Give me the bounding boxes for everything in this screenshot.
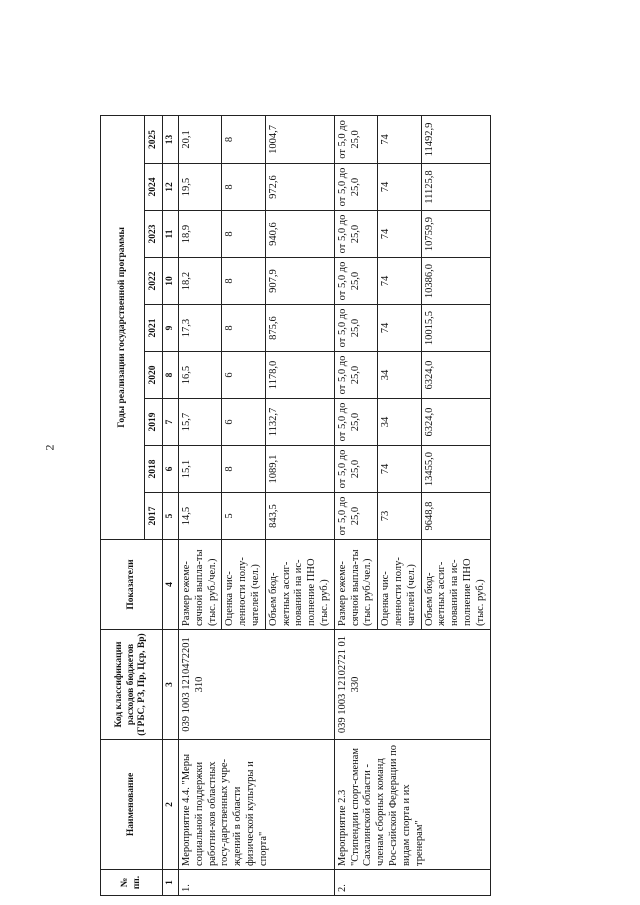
header-year: 2018	[145, 446, 163, 493]
value-cell: 74	[378, 115, 421, 163]
rotated-table-canvas	[100, 116, 612, 896]
row-name: Мероприятие 4.4. "Меры социальной поддержки работни-ков областных госу-дарственных учре-ждений в области физической культуры и спорта"	[179, 740, 335, 870]
indicator-label: Размер ежеме-сячной выпла-ты (тыс. руб./чел.)	[179, 540, 222, 630]
value-cell: 1132,7	[265, 399, 334, 446]
column-number: 10	[163, 258, 179, 305]
value-cell: 8	[222, 258, 265, 305]
value-cell: 74	[378, 211, 421, 258]
value-cell: 15,1	[179, 446, 222, 493]
value-cell: 20,1	[179, 115, 222, 163]
header-year: 2025	[145, 115, 163, 163]
value-cell: 74	[378, 164, 421, 211]
value-cell: от 5,0 до 25,0	[334, 211, 377, 258]
table-row	[334, 115, 377, 895]
indicator-label: Оценка чис-ленности полу-чателей (чел.)	[222, 540, 265, 630]
column-number: 13	[163, 115, 179, 163]
value-cell: от 5,0 до 25,0	[334, 164, 377, 211]
header-year: 2022	[145, 258, 163, 305]
header-name: Наименование	[101, 740, 163, 870]
header-code: Код классификации расходов бюджетов (ГРБС, РЗ, Пр, Цср, Вр)	[101, 630, 163, 740]
value-cell: 16,5	[179, 352, 222, 399]
value-cell: 10386,0	[421, 258, 490, 305]
value-cell: 10015,5	[421, 305, 490, 352]
value-cell: 6	[222, 399, 265, 446]
value-cell: от 5,0 до 25,0	[334, 493, 377, 540]
value-cell: от 5,0 до 25,0	[334, 258, 377, 305]
value-cell: 11125,8	[421, 164, 490, 211]
value-cell: от 5,0 до 25,0	[334, 305, 377, 352]
column-number: 11	[163, 211, 179, 258]
indicator-label: Объем бюд-жетных ассиг-нований на ис-полнение ПНО (тыс. руб.)	[265, 540, 334, 630]
header-no: № пп.	[101, 870, 163, 896]
value-cell: от 5,0 до 25,0	[334, 399, 377, 446]
value-cell: 10759,9	[421, 211, 490, 258]
indicator-label: Размер ежеме-сячной выпла-ты (тыс. руб./чел.)	[334, 540, 377, 630]
column-number: 12	[163, 164, 179, 211]
header-indicators: Показатели	[101, 540, 163, 630]
header-year: 2017	[145, 493, 163, 540]
value-cell: 9648,8	[421, 493, 490, 540]
value-cell: 18,2	[179, 258, 222, 305]
row-code: 039 1003 12102721 01 330	[334, 630, 490, 740]
column-number: 9	[163, 305, 179, 352]
value-cell: 843,5	[265, 493, 334, 540]
value-cell: 907,9	[265, 258, 334, 305]
value-cell: 972,6	[265, 164, 334, 211]
value-cell: 34	[378, 352, 421, 399]
row-number: 2.	[334, 870, 490, 896]
value-cell: 15,7	[179, 399, 222, 446]
column-number: 3	[163, 630, 179, 740]
table-row	[179, 115, 222, 895]
column-number: 6	[163, 446, 179, 493]
value-cell: 1178,0	[265, 352, 334, 399]
value-cell: от 5,0 до 25,0	[334, 446, 377, 493]
value-cell: 1089,1	[265, 446, 334, 493]
page-number: 2	[42, 444, 57, 451]
value-cell: 17,3	[179, 305, 222, 352]
value-cell: 8	[222, 115, 265, 163]
header-year: 2021	[145, 305, 163, 352]
row-name: Мероприятие 2.3 "Стипендии спорт-сменам Сахалинской области - членам сборных команд Рос-сийской Федерации по видам спорта и их тренерам"	[334, 740, 490, 870]
column-number: 4	[163, 540, 179, 630]
column-number: 2	[163, 740, 179, 870]
column-number: 7	[163, 399, 179, 446]
header-year: 2019	[145, 399, 163, 446]
value-cell: 13455,0	[421, 446, 490, 493]
value-cell: 5	[222, 493, 265, 540]
value-cell: 74	[378, 446, 421, 493]
value-cell: 74	[378, 305, 421, 352]
value-cell: 74	[378, 258, 421, 305]
value-cell: 19,5	[179, 164, 222, 211]
value-cell: 73	[378, 493, 421, 540]
value-cell: 34	[378, 399, 421, 446]
header-year: 2020	[145, 352, 163, 399]
value-cell: 8	[222, 211, 265, 258]
value-cell: 6324,0	[421, 352, 490, 399]
header-year: 2024	[145, 164, 163, 211]
value-cell: от 5,0 до 25,0	[334, 352, 377, 399]
value-cell: 11492,9	[421, 115, 490, 163]
value-cell: 18,9	[179, 211, 222, 258]
row-code: 039 1003 1210472201 310	[179, 630, 335, 740]
indicator-label: Оценка чис-ленности полу-чателей (чел.)	[378, 540, 421, 630]
row-number: 1.	[179, 870, 335, 896]
value-cell: 8	[222, 164, 265, 211]
value-cell: 875,6	[265, 305, 334, 352]
header-years-group: Годы реализации государственной программы	[101, 115, 145, 539]
column-number: 5	[163, 493, 179, 540]
indicator-label: Объем бюд-жетных ассиг-нований на ис-полнение ПНО (тыс. руб.)	[421, 540, 490, 630]
value-cell: 940,6	[265, 211, 334, 258]
value-cell: 6324,0	[421, 399, 490, 446]
value-cell: 1004,7	[265, 115, 334, 163]
value-cell: 6	[222, 352, 265, 399]
column-number: 1	[163, 870, 179, 896]
header-year: 2023	[145, 211, 163, 258]
value-cell: 14,5	[179, 493, 222, 540]
program-table	[100, 115, 491, 896]
value-cell: 8	[222, 446, 265, 493]
value-cell: от 5,0 до 25,0	[334, 115, 377, 163]
value-cell: 8	[222, 305, 265, 352]
column-number: 8	[163, 352, 179, 399]
